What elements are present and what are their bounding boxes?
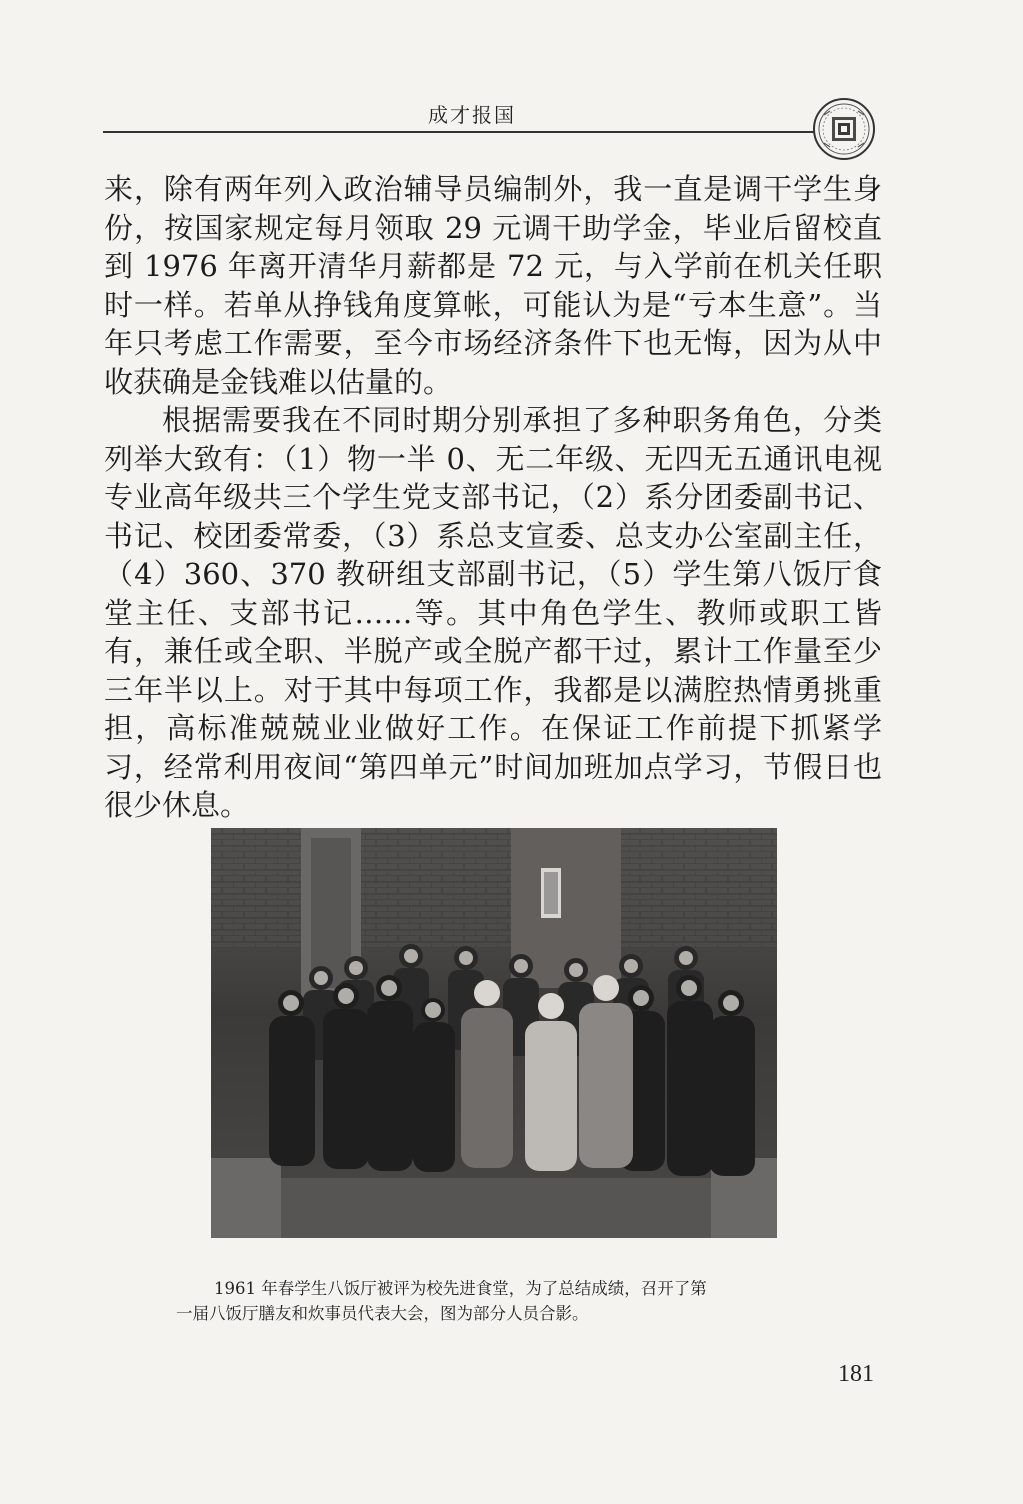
group-photo xyxy=(211,828,777,1238)
caption-line-2: 一届八饭厅膳友和炊事员代表大会，图为部分人员合影。 xyxy=(176,1304,589,1323)
page-number: 181 xyxy=(838,1361,874,1387)
university-seal-icon xyxy=(812,97,876,161)
photo-caption xyxy=(176,1276,826,1326)
caption-line-1: 1961 年春学生八饭厅被评为校先进食堂，为了总结成绩，召开了第 xyxy=(214,1279,707,1298)
body-text xyxy=(104,170,882,825)
body-paragraph-2: 根据需要我在不同时期分别承担了多种职务角色，分类列举大致有：（1）物一半 0、无二年级、无四无五通讯电视专业高年级共三个学生党支部书记，（2）系分团委副书记、书记、校团委常委，（3）系总支宣委、总支办公室副主任，（4）360、370 教研组支部副书记，（5）学生第八饭厅食堂主任、支部书记……等。其中角色学生、教师或职工皆有，兼任或全职、半脱产或全脱产都干过，累计工作量至少三年半以上。对于其中每项工作，我都是以满腔热情勇挑重担，高标准兢兢业业做好工作。在保证工作前提下抓紧学习，经常利用夜间“第四单元”时间加班加点学习，节假日也很少休息。 xyxy=(104,403,882,822)
running-header-title: 成才报国 xyxy=(428,103,516,127)
header-rule xyxy=(103,131,815,133)
body-paragraph-1: 来，除有两年列入政治辅导员编制外，我一直是调干学生身份，按国家规定每月领取 29 元调干助学金，毕业后留校直到 1976 年离开清华月薪都是 72 元，与入学前在机关任职时一样。若单从挣钱角度算帐，可能认为是“亏本生意”。当年只考虑工作需要，至今市场经济条件下也无悔，因为从中收获确是金钱难以估量的。 xyxy=(104,172,882,399)
